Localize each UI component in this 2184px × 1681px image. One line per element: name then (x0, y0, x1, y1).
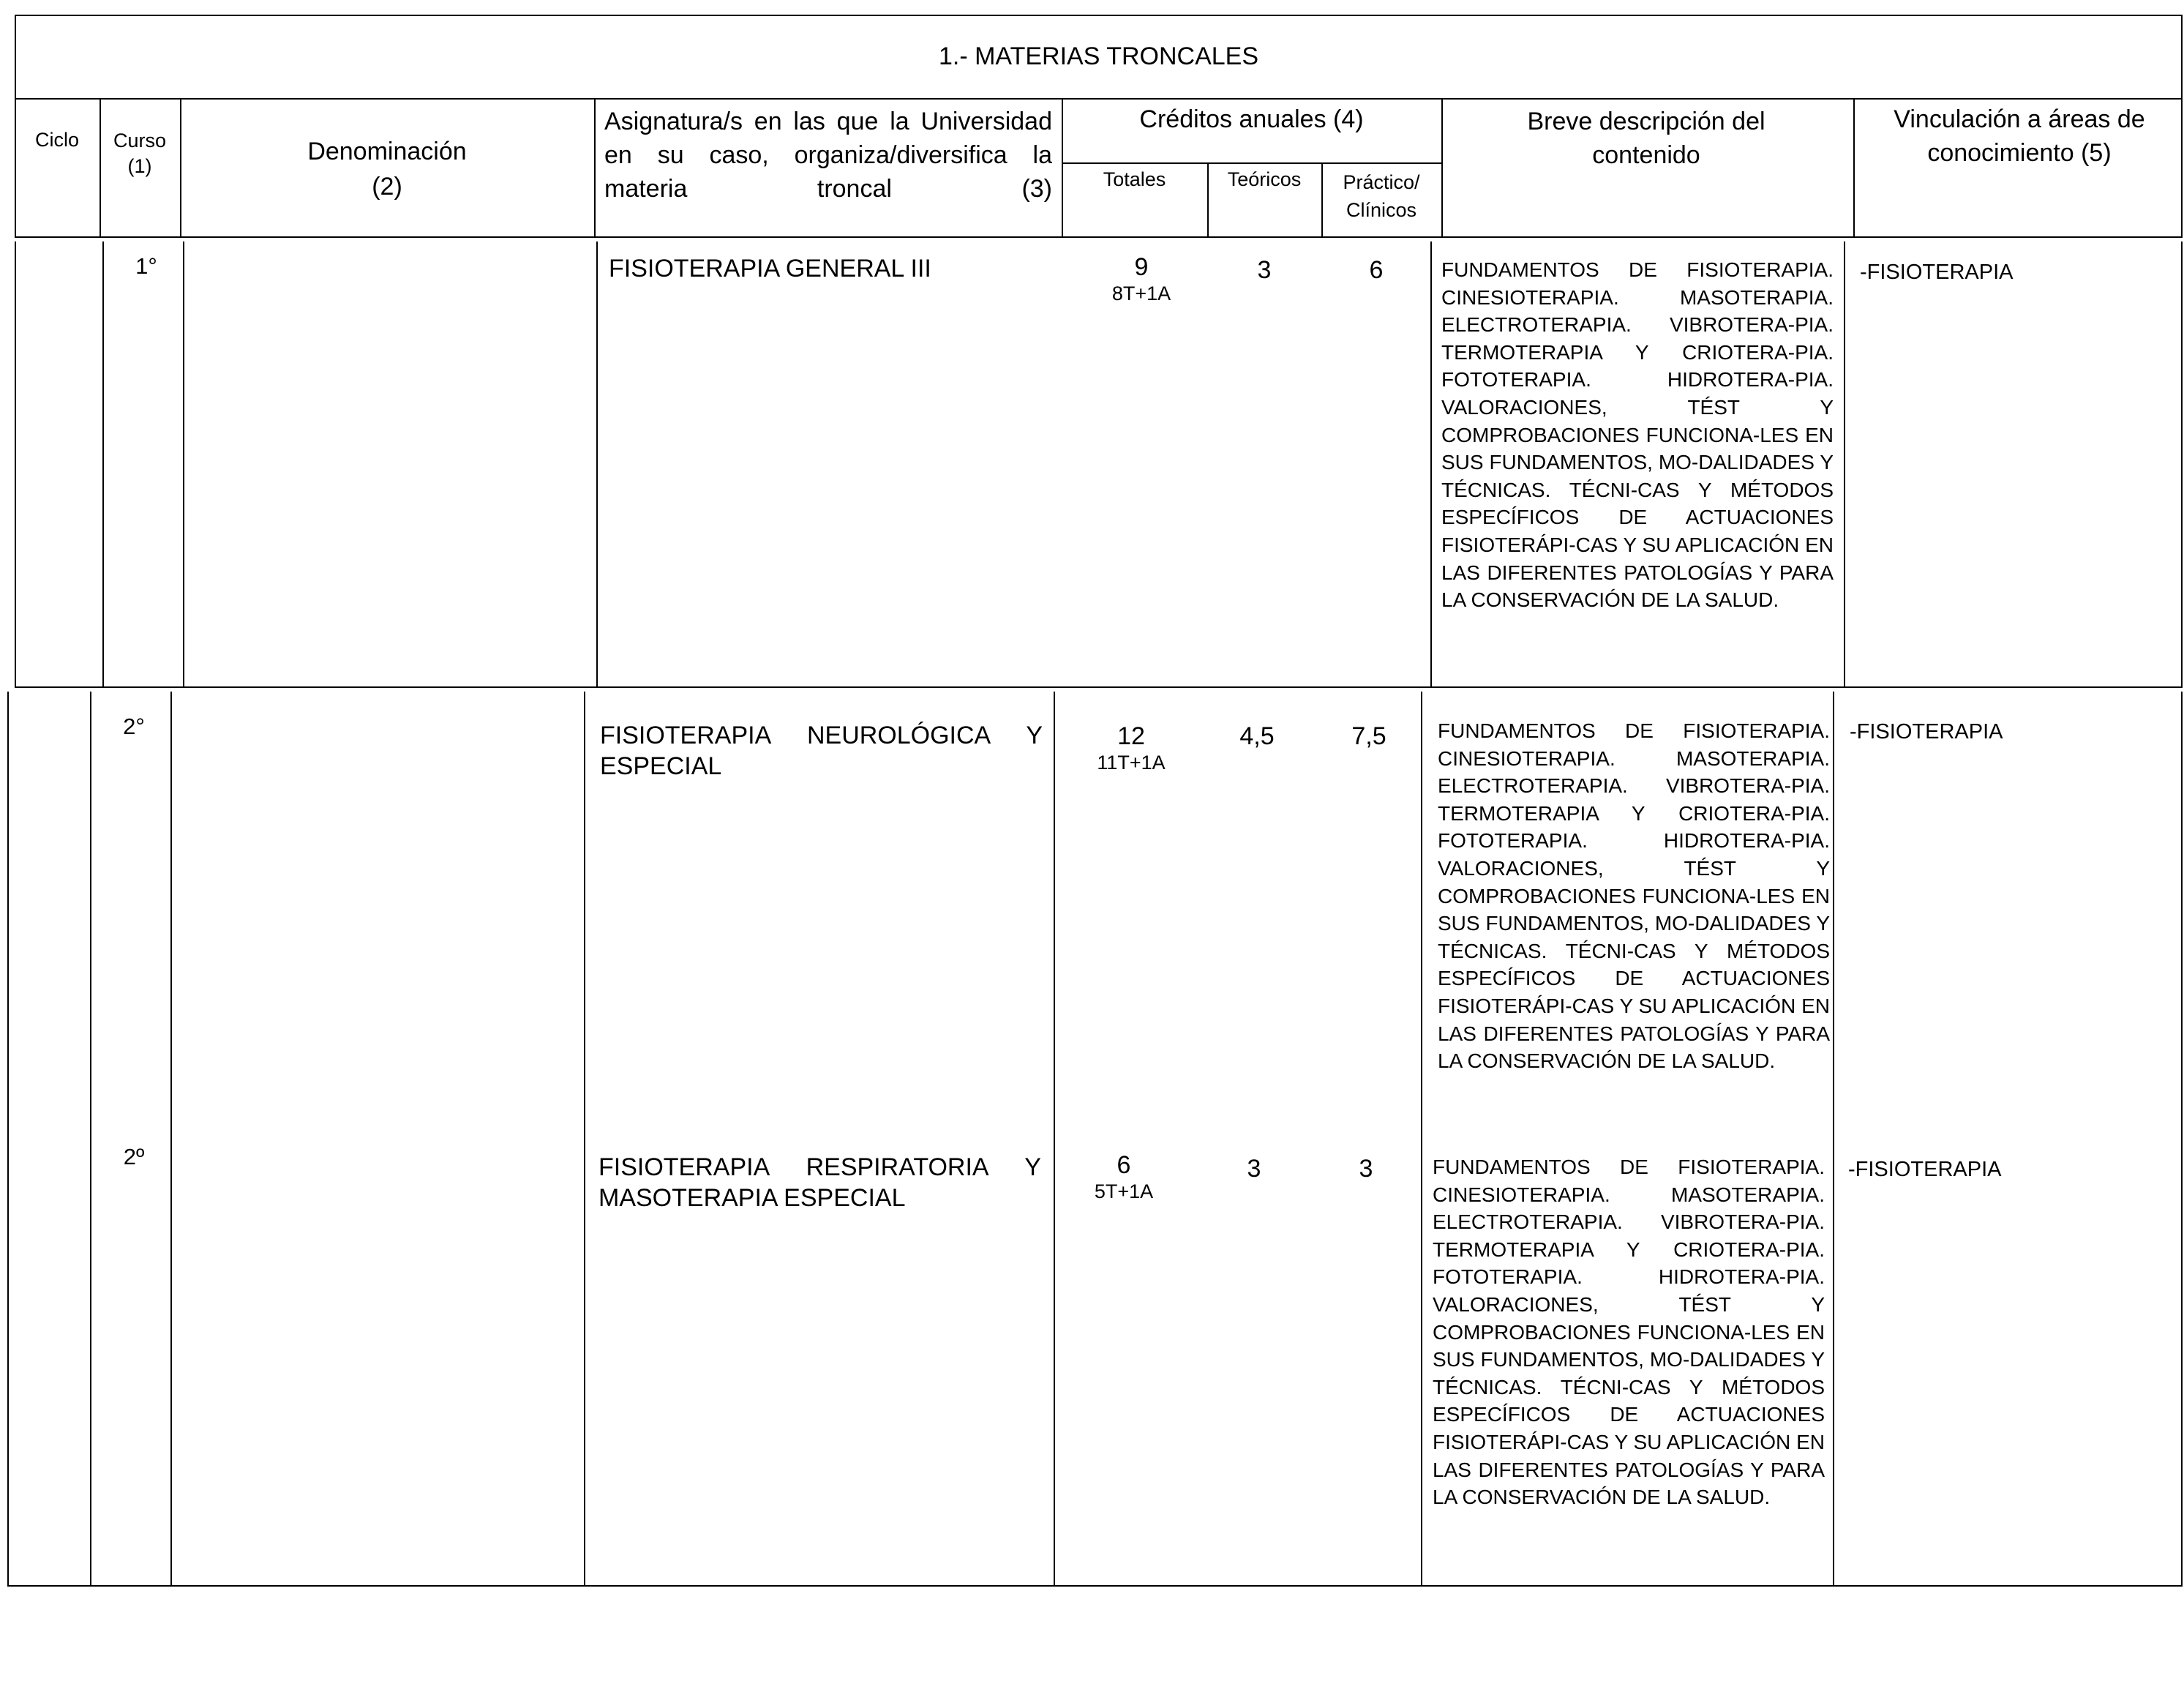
row-2-totales: 12 (1117, 722, 1145, 750)
header-totales: Totales (1103, 168, 1166, 190)
row-1-area: -FISIOTERAPIA (1860, 261, 2014, 284)
row-3-practicos: 3 (1359, 1155, 1373, 1183)
page-title: 1.- MATERIAS TRONCALES (938, 42, 1259, 70)
header-teoricos: Teóricos (1227, 168, 1302, 190)
row-2-col-divider (170, 692, 172, 1587)
row-3-teoricos: 3 (1247, 1155, 1261, 1183)
row-3-asignatura: FISIOTERAPIA RESPIRATORIA Y MASOTERAPIA ESPECIAL (598, 1153, 1041, 1212)
header-descripcion: Breve descripción del contenido (1527, 108, 1765, 169)
row-2-col-divider (1054, 692, 1055, 1587)
row-1-col-divider (183, 242, 184, 688)
row-1-col-divider (102, 242, 104, 688)
row-2-totales-detail: 11T+1A (1097, 752, 1166, 774)
creditos-divider (1062, 162, 1441, 164)
row-2-col-divider (584, 692, 585, 1587)
row-2-asignatura: FISIOTERAPIA NEUROLÓGICA Y ESPECIAL (600, 722, 1043, 780)
row-3-curso: 2º (123, 1144, 145, 1169)
title-divider (15, 98, 2183, 100)
row-1-col-divider (596, 242, 598, 688)
header-vinculacion: Vinculación a áreas de conocimiento (5) (1894, 105, 2145, 167)
header-col-divider (1853, 98, 1855, 238)
row-1-totales-detail: 8T+1A (1111, 282, 1171, 304)
row-2-area: -FISIOTERAPIA (1850, 720, 2003, 744)
row-1-totales: 9 (1134, 253, 1149, 281)
row-2-col-divider (90, 692, 91, 1587)
row-1-practicos: 6 (1369, 256, 1384, 284)
row-3-area: -FISIOTERAPIA (1848, 1158, 2002, 1181)
header-denominacion: Denominación (307, 138, 467, 165)
header-practicos: Práctico/ Clínicos (1343, 171, 1420, 221)
row-1-frame (15, 242, 2183, 688)
header-col-divider (1441, 98, 1443, 238)
row-3-totales: 6 (1117, 1151, 1131, 1179)
row-1-col-divider (1844, 242, 1845, 688)
row-1-asignatura: FISIOTERAPIA GENERAL III (609, 255, 931, 282)
row-1-col-divider (1430, 242, 1432, 688)
row-3-totales-detail: 5T+1A (1094, 1180, 1154, 1202)
header-creditos: Créditos anuales (4) (1139, 105, 1364, 133)
row-1-teoricos: 3 (1257, 256, 1272, 284)
row-2-descripcion: FUNDAMENTOS DE FISIOTERAPIA. CINESIOTERAPIA. MASOTERAPIA. ELECTROTERAPIA. VIBROTERA-PIA. TERMOTERAPIA Y CRIOTERA-PIA. FOTOTERAPIA. HIDROTERA-PIA. VALORACIONES, TÉST Y COMPROBACIONES FUNCIONA-LES EN SUS FUNDAMENTOS, MO-DALIDADES Y TÉCNICAS. TÉCNI-CAS Y MÉTODOS ESPECÍFICOS DE ACTUACIONES FISIOTERÁPI-CAS Y SU APLICACIÓN EN LAS DIFERENTES PATOLOGÍAS Y PARA LA CONSERVACIÓN DE LA SALUD. (1438, 719, 1830, 1073)
header-col-divider (594, 98, 596, 238)
header-curso: Curso (113, 130, 167, 151)
header-col-divider (1321, 162, 1323, 238)
row-2-teoricos: 4,5 (1239, 722, 1275, 750)
row-3-descripcion: FUNDAMENTOS DE FISIOTERAPIA. CINESIOTERAPIA. MASOTERAPIA. ELECTROTERAPIA. VIBROTERA-PIA. TERMOTERAPIA Y CRIOTERA-PIA. FOTOTERAPIA. HIDROTERA-PIA. VALORACIONES, TÉST Y COMPROBACIONES FUNCIONA-LES EN SUS FUNDAMENTOS, MO-DALIDADES Y TÉCNICAS. TÉCNI-CAS Y MÉTODOS ESPECÍFICOS DE ACTUACIONES FISIOTERÁPI-CAS Y SU APLICACIÓN EN LAS DIFERENTES PATOLOGÍAS Y PARA LA CONSERVACIÓN DE LA SALUD. (1433, 1156, 1825, 1509)
header-col-divider (180, 98, 181, 238)
header-asignaturas: Asignatura/s en las que la Universidad en su caso, organiza/diversifica la materia troncal (3) (604, 108, 1052, 203)
row-2-frame (7, 692, 2183, 1587)
row-2-col-divider (1833, 692, 1834, 1587)
row-2-practicos: 7,5 (1351, 722, 1386, 750)
header-curso-note: (1) (127, 155, 152, 177)
row-2-col-divider (1421, 692, 1422, 1587)
row-1-descripcion: FUNDAMENTOS DE FISIOTERAPIA. CINESIOTERAPIA. MASOTERAPIA. ELECTROTERAPIA. VIBROTERA-PIA. TERMOTERAPIA Y CRIOTERA-PIA. FOTOTERAPIA. HIDROTERA-PIA. VALORACIONES, TÉST Y COMPROBACIONES FUNCIONA-LES EN SUS FUNDAMENTOS, MO-DALIDADES Y TÉCNICAS. TÉCNI-CAS Y MÉTODOS ESPECÍFICOS DE ACTUACIONES FISIOTERÁPI-CAS Y SU APLICACIÓN EN LAS DIFERENTES PATOLOGÍAS Y PARA LA CONSERVACIÓN DE LA SALUD. (1441, 258, 1834, 612)
row-2-curso: 2° (123, 714, 145, 739)
header-denominacion-note: (2) (372, 173, 402, 201)
header-ciclo: Ciclo (34, 129, 79, 151)
row-1-curso: 1° (135, 253, 157, 279)
